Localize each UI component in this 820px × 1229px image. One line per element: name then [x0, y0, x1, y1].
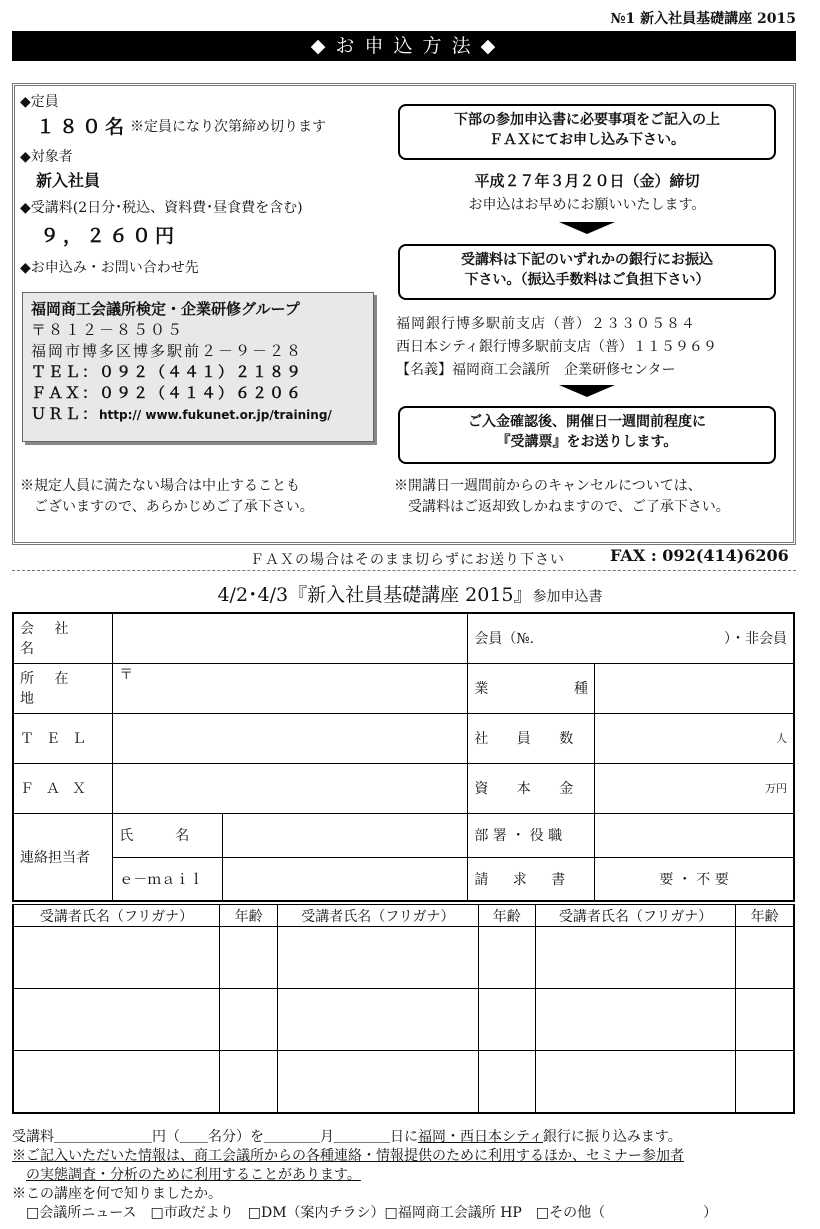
label-name: 氏 名: [113, 813, 223, 857]
form-title: [0, 580, 820, 607]
age-cell[interactable]: [478, 989, 535, 1051]
contact-postal: 〒８１２－８５０５: [31, 321, 185, 339]
postal-mark: 〒: [119, 666, 134, 683]
fax-field[interactable]: [113, 763, 468, 813]
form-title-suffix: 参加申込書: [532, 589, 603, 605]
contact-url[interactable]: http:// www.fukunet.or.jp/training/: [99, 408, 332, 422]
age-header: 年齢: [220, 905, 278, 927]
label-contact-person: 連絡担当者: [13, 813, 113, 901]
fax-number: FAX : 092(414)6206: [610, 546, 789, 565]
invoice-options[interactable]: 要 ・ 不 要: [595, 857, 794, 901]
label-industry: [468, 663, 595, 713]
contact-tel: ＴＥＬ：０９２（４４１）２１８９: [31, 363, 304, 381]
arrow-down-icon: [559, 385, 615, 397]
privacy-note-1: ※ご記入いただいた情報は、商工会議所からの各種連絡・情報提供のために利用するほか、セミナー参加者: [12, 1148, 684, 1164]
age-header: 年齢: [736, 905, 794, 927]
fee-label: ◆受講料(2日分･税込、資料費･昼食費を含む): [20, 200, 303, 216]
footer: [12, 1128, 812, 1223]
privacy-note-2: の実態調査・分析のために利用することがあります。: [26, 1167, 361, 1183]
label-fax: ＦＡＸ: [13, 763, 113, 813]
member-options: ）・非会員: [724, 631, 787, 648]
cut-line: [12, 570, 796, 571]
company-field[interactable]: [113, 613, 468, 663]
bank-2: 西日本シティ銀行博多駅前支店（普）１１５９６９: [396, 339, 717, 355]
payment-banks: 福岡・西日本シティ: [418, 1129, 543, 1145]
employees-field[interactable]: [595, 713, 794, 763]
attendee-name-cell[interactable]: [278, 1051, 479, 1113]
attendee-name-cell[interactable]: [13, 927, 220, 989]
industry-b: 種: [574, 681, 589, 697]
attendee-table: [12, 904, 795, 1114]
label-dept: 部 署 ・ 役 職: [468, 813, 595, 857]
application-method-banner: ◆ お 申 込 方 法 ◆: [12, 31, 796, 61]
attendee-name-cell[interactable]: [278, 927, 479, 989]
attendee-name-header: 受講者氏名（フリガナ）: [535, 905, 736, 927]
attendee-name-cell[interactable]: [535, 1051, 736, 1113]
step1-box: 下部の参加申込書に必要事項をご記入の上 ＦＡＸにてお申し込み下さい。: [398, 104, 776, 160]
payment-line: 受講料＿＿＿＿＿＿＿円（＿＿名分）を＿＿＿＿月＿＿＿＿日に: [12, 1129, 418, 1145]
label-company: 会 社 名: [13, 613, 113, 663]
age-cell[interactable]: [220, 989, 278, 1051]
target-label: ◆対象者: [20, 149, 73, 165]
age-cell[interactable]: [736, 927, 794, 989]
label-invoice: 請 求 書: [468, 857, 595, 901]
age-header: 年齢: [478, 905, 535, 927]
survey-question: ※この講座を何で知りましたか。: [12, 1186, 222, 1202]
fax-instruction: ＦＡＸの場合はそのまま切らずにお送り下さい: [250, 552, 565, 568]
cancel-note-left: ※規定人員に満たない場合は中止することも ございますので、あらかじめご了承下さい。: [20, 478, 314, 515]
contact-card: [22, 292, 374, 442]
age-cell[interactable]: [478, 927, 535, 989]
age-cell[interactable]: [478, 1051, 535, 1113]
application-form: [12, 612, 795, 902]
attendee-name-cell[interactable]: [13, 989, 220, 1051]
deadline-note: お申込はお早めにお願いいたします。: [468, 197, 706, 213]
age-cell[interactable]: [220, 1051, 278, 1113]
age-cell[interactable]: [220, 927, 278, 989]
capital-field[interactable]: [595, 763, 794, 813]
name-field[interactable]: [223, 813, 468, 857]
industry-a: 業: [474, 681, 489, 697]
step3-box: ご入金確認後、開催日一週間前程度に 『受講票』をお送りします。: [398, 406, 776, 464]
attendee-name-cell[interactable]: [535, 927, 736, 989]
fee-value: ９，２６０円: [40, 225, 179, 247]
attendee-name-cell[interactable]: [535, 989, 736, 1051]
capacity-note: ※定員になり次第締め切ります: [130, 119, 326, 135]
form-title-main: 4/2･4/3『新入社員基礎講座 2015』: [217, 584, 533, 606]
deadline: 平成２７年３月２０日（金）締切: [474, 172, 700, 190]
address-field[interactable]: [113, 663, 468, 713]
attendee-name-cell[interactable]: [278, 989, 479, 1051]
bank-1: 福岡銀行博多駅前支店（普）２３３０５８４: [396, 316, 696, 332]
contact-org: 福岡商工会議所検定・企業研修グループ: [31, 300, 300, 318]
label-email: ｅ－ｍａｉｌ: [113, 857, 223, 901]
label-tel: ＴＥＬ: [13, 713, 113, 763]
payment-end: 銀行に振り込みます。: [542, 1129, 682, 1145]
payee: 【名義】福岡商工会議所 企業研修センター: [396, 362, 676, 378]
cancel-note-right: ※開講日一週間前からのキャンセルについては、 受講料はご返却致しかねますので、ご了承下さい。: [394, 478, 730, 515]
tel-field[interactable]: [113, 713, 468, 763]
attendee-name-header: 受講者氏名（フリガナ）: [13, 905, 220, 927]
target-value: 新入社員: [36, 171, 101, 190]
capacity-label: ◆定員: [20, 94, 59, 110]
contact-address: 福岡市博多区博多駅前２－９－２８: [31, 342, 304, 360]
survey-options[interactable]: □会議所ニュース □市政だより □DM（案内チラシ）□福岡商工会議所 HP □その他（ ）: [26, 1205, 718, 1221]
membership-field[interactable]: [468, 613, 794, 663]
age-cell[interactable]: [736, 989, 794, 1051]
attendee-name-header: 受講者氏名（フリガナ）: [278, 905, 479, 927]
label-address: 所 在 地: [13, 663, 113, 713]
contact-fax: ＦＡＸ：０９２（４１４）６２０６: [31, 384, 304, 402]
age-cell[interactable]: [736, 1051, 794, 1113]
member-label: 会員（№.: [474, 631, 535, 648]
employees-unit: 人: [776, 732, 787, 745]
email-field[interactable]: [223, 857, 468, 901]
capacity-value: １８０名: [36, 116, 129, 138]
capital-unit: 万円: [765, 782, 787, 795]
contact-label: ◆お申込み・お問い合わせ先: [20, 260, 199, 276]
label-employees: 社 員 数: [468, 713, 595, 763]
series-title: №1 新入社員基礎講座 2015: [610, 11, 796, 27]
arrow-down-icon: [559, 222, 615, 234]
attendee-name-cell[interactable]: [13, 1051, 220, 1113]
label-capital: 資 本 金: [468, 763, 595, 813]
industry-field[interactable]: [595, 663, 794, 713]
dept-field[interactable]: [595, 813, 794, 857]
step2-box: 受講料は下記のいずれかの銀行にお振込 下さい。（振込手数料はご負担下さい）: [398, 244, 776, 300]
contact-url-label: ＵＲＬ：: [31, 405, 100, 423]
